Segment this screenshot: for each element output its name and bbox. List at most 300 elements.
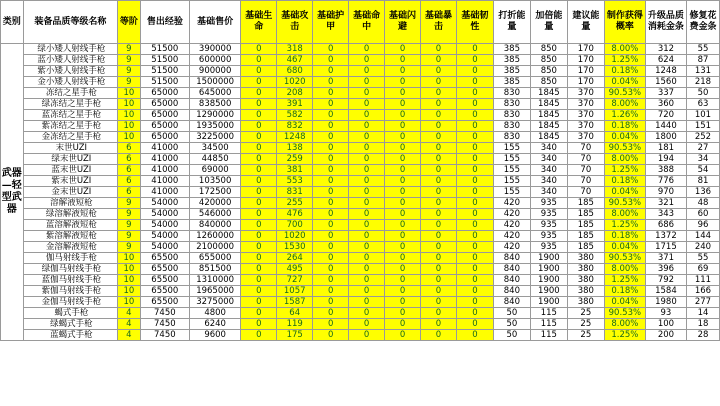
table-cell: 240	[686, 242, 719, 253]
table-cell: 0.18%	[604, 121, 645, 132]
table-cell: 0	[313, 121, 349, 132]
table-cell: 1.25%	[604, 55, 645, 66]
table-cell: 185	[567, 209, 604, 220]
table-cell: 0	[241, 132, 277, 143]
table-cell: 8.00%	[604, 154, 645, 165]
table-cell: 0	[313, 209, 349, 220]
table-cell: 200	[645, 330, 686, 341]
table-cell: 155	[493, 187, 530, 198]
table-cell: 65000	[140, 132, 189, 143]
table-cell: 54000	[140, 242, 189, 253]
table-row	[1, 165, 720, 176]
table-cell: 1900	[530, 297, 567, 308]
table-cell: 0	[241, 220, 277, 231]
table-cell: 0	[241, 176, 277, 187]
table-cell: 0	[241, 44, 277, 55]
table-cell: 312	[645, 44, 686, 55]
table-cell: 末世UZI	[23, 143, 117, 154]
table-cell: 0	[385, 154, 421, 165]
table-cell: 340	[530, 154, 567, 165]
table-cell: 0	[313, 143, 349, 154]
table-cell: 0	[349, 143, 385, 154]
table-row	[1, 88, 720, 99]
table-cell: 1845	[530, 132, 567, 143]
table-cell: 65000	[140, 88, 189, 99]
table-cell: 紫末世UZI	[23, 176, 117, 187]
header-repair-cost: 修复花费金条	[686, 1, 719, 44]
table-cell: 840	[493, 253, 530, 264]
table-cell: 776	[645, 176, 686, 187]
table-cell: 8.00%	[604, 264, 645, 275]
table-cell: 7450	[140, 319, 189, 330]
table-cell: 2100000	[189, 242, 240, 253]
table-cell: 41000	[140, 165, 189, 176]
table-cell: 420	[493, 220, 530, 231]
table-cell: 0	[385, 165, 421, 176]
table-cell: 0	[385, 330, 421, 341]
table-cell: 0	[241, 231, 277, 242]
table-cell: 0	[349, 66, 385, 77]
table-cell: 蝎式手枪	[23, 308, 117, 319]
table-cell: 0	[241, 253, 277, 264]
table-cell: 172500	[189, 187, 240, 198]
table-cell: 54000	[140, 209, 189, 220]
table-cell: 90.53%	[604, 198, 645, 209]
table-cell: 0	[385, 110, 421, 121]
table-cell: 伽马射线手枪	[23, 253, 117, 264]
table-cell: 0	[456, 44, 493, 55]
table-cell: 4	[118, 330, 141, 341]
table-cell: 420	[493, 231, 530, 242]
table-cell: 0	[313, 286, 349, 297]
table-cell: 840	[493, 286, 530, 297]
table-cell: 166	[686, 286, 719, 297]
table-cell: 0	[421, 253, 457, 264]
table-cell: 0	[385, 121, 421, 132]
table-cell: 0	[456, 220, 493, 231]
table-cell: 7450	[140, 308, 189, 319]
table-row	[1, 220, 720, 231]
table-cell: 溶解液短枪	[23, 198, 117, 209]
table-cell: 7450	[140, 330, 189, 341]
table-cell: 0	[313, 297, 349, 308]
table-cell: 0.04%	[604, 242, 645, 253]
table-cell: 0	[385, 88, 421, 99]
table-cell: 850	[530, 44, 567, 55]
table-cell: 218	[686, 77, 719, 88]
table-cell: 6240	[189, 319, 240, 330]
table-row	[1, 253, 720, 264]
table-cell: 51500	[140, 44, 189, 55]
header-upgrade-cost: 升级品质消耗金条	[645, 1, 686, 44]
table-cell: 0	[456, 319, 493, 330]
table-cell: 850	[530, 66, 567, 77]
table-cell: 金小矮人射线手枪	[23, 77, 117, 88]
table-cell: 390000	[189, 44, 240, 55]
table-cell: 0	[456, 88, 493, 99]
table-cell: 830	[493, 121, 530, 132]
table-cell: 87	[686, 55, 719, 66]
table-cell: 1.25%	[604, 165, 645, 176]
table-cell: 0	[421, 231, 457, 242]
table-cell: 0	[313, 319, 349, 330]
table-cell: 600000	[189, 55, 240, 66]
table-cell: 0	[385, 319, 421, 330]
table-cell: 1.25%	[604, 220, 645, 231]
table-cell: 0	[349, 55, 385, 66]
table-cell: 4	[118, 308, 141, 319]
table-cell: 0	[421, 88, 457, 99]
table-cell: 115	[530, 308, 567, 319]
table-cell: 1800	[645, 132, 686, 143]
table-cell: 343	[645, 209, 686, 220]
table-cell: 381	[277, 165, 313, 176]
table-cell: 1900	[530, 286, 567, 297]
table-cell: 0.04%	[604, 77, 645, 88]
table-cell: 6	[118, 187, 141, 198]
table-cell: 0	[456, 176, 493, 187]
table-cell: 6	[118, 176, 141, 187]
table-cell: 0	[456, 66, 493, 77]
table-cell: 0.18%	[604, 286, 645, 297]
table-cell: 0	[385, 44, 421, 55]
table-cell: 25	[567, 308, 604, 319]
table-cell: 0	[313, 132, 349, 143]
table-cell: 337	[645, 88, 686, 99]
table-cell: 0	[421, 77, 457, 88]
table-cell: 420	[493, 209, 530, 220]
table-cell: 1020	[277, 231, 313, 242]
table-cell: 546000	[189, 209, 240, 220]
table-cell: 9	[118, 231, 141, 242]
table-cell: 170	[567, 44, 604, 55]
table-cell: 0	[313, 264, 349, 275]
table-cell: 185	[567, 220, 604, 231]
table-cell: 208	[277, 88, 313, 99]
table-cell: 900000	[189, 66, 240, 77]
table-cell: 65000	[140, 99, 189, 110]
header-crit: 基础暴击	[421, 1, 457, 44]
table-cell: 0	[313, 308, 349, 319]
table-cell: 194	[645, 154, 686, 165]
table-cell: 0	[421, 132, 457, 143]
table-cell: 838500	[189, 99, 240, 110]
table-cell: 0	[385, 55, 421, 66]
table-cell: 832	[277, 121, 313, 132]
table-cell: 70	[567, 176, 604, 187]
table-cell: 370	[567, 88, 604, 99]
table-cell: 3275000	[189, 297, 240, 308]
table-cell: 0	[313, 220, 349, 231]
table-cell: 28	[686, 330, 719, 341]
table-cell: 0	[349, 330, 385, 341]
table-cell: 0	[349, 44, 385, 55]
table-cell: 185	[567, 231, 604, 242]
table-cell: 0	[456, 187, 493, 198]
table-cell: 0	[349, 275, 385, 286]
table-cell: 金伽马射线手枪	[23, 297, 117, 308]
table-cell: 645000	[189, 88, 240, 99]
table-cell: 蓝伽马射线手枪	[23, 275, 117, 286]
table-cell: 0	[421, 165, 457, 176]
table-cell: 720	[645, 110, 686, 121]
table-cell: 金冻结之星手枪	[23, 132, 117, 143]
table-cell: 6	[118, 165, 141, 176]
table-cell: 840000	[189, 220, 240, 231]
table-cell: 51500	[140, 66, 189, 77]
table-cell: 0	[241, 242, 277, 253]
table-cell: 138	[277, 143, 313, 154]
table-cell: 0	[241, 165, 277, 176]
table-cell: 155	[493, 154, 530, 165]
table-cell: 0	[241, 154, 277, 165]
table-cell: 9	[118, 77, 141, 88]
table-cell: 420	[493, 242, 530, 253]
table-cell: 65500	[140, 297, 189, 308]
table-cell: 151	[686, 121, 719, 132]
table-cell: 935	[530, 220, 567, 231]
table-cell: 3225000	[189, 132, 240, 143]
table-cell: 0	[241, 55, 277, 66]
header-hit: 基础命中	[349, 1, 385, 44]
table-cell: 119	[277, 319, 313, 330]
table-cell: 0	[313, 330, 349, 341]
table-cell: 170	[567, 66, 604, 77]
table-cell: 1900	[530, 253, 567, 264]
table-cell: 0	[421, 220, 457, 231]
header-tough: 基础韧性	[456, 1, 493, 44]
table-cell: 25	[567, 319, 604, 330]
table-cell: 391	[277, 99, 313, 110]
table-cell: 0	[241, 99, 277, 110]
table-cell: 55	[686, 253, 719, 264]
table-row	[1, 44, 720, 55]
table-cell: 420	[493, 198, 530, 209]
table-cell: 340	[530, 143, 567, 154]
table-cell: 9	[118, 55, 141, 66]
table-cell: 70	[567, 187, 604, 198]
table-cell: 90.53%	[604, 253, 645, 264]
table-cell: 155	[493, 143, 530, 154]
table-cell: 0	[349, 99, 385, 110]
table-cell: 绿伽马射线手枪	[23, 264, 117, 275]
table-cell: 476	[277, 209, 313, 220]
table-cell: 0	[385, 143, 421, 154]
table-cell: 96	[686, 220, 719, 231]
table-cell: 0	[241, 121, 277, 132]
table-cell: 0	[313, 44, 349, 55]
table-cell: 0	[456, 231, 493, 242]
table-cell: 101	[686, 110, 719, 121]
table-cell: 831	[277, 187, 313, 198]
table-cell: 81	[686, 176, 719, 187]
table-cell: 115	[530, 330, 567, 341]
table-cell: 103500	[189, 176, 240, 187]
table-cell: 0	[241, 297, 277, 308]
table-cell: 18	[686, 319, 719, 330]
table-cell: 70	[567, 165, 604, 176]
table-row	[1, 330, 720, 341]
table-cell: 396	[645, 264, 686, 275]
table-cell: 830	[493, 99, 530, 110]
table-cell: 1248	[645, 66, 686, 77]
table-cell: 50	[493, 308, 530, 319]
table-cell: 6	[118, 143, 141, 154]
header-add-energy: 加倍能量	[530, 1, 567, 44]
table-cell: 371	[645, 253, 686, 264]
table-row	[1, 231, 720, 242]
table-cell: 金末世UZI	[23, 187, 117, 198]
table-cell: 850	[530, 77, 567, 88]
table-cell: 0	[456, 242, 493, 253]
table-cell: 10	[118, 286, 141, 297]
table-cell: 54000	[140, 220, 189, 231]
table-cell: 1900	[530, 264, 567, 275]
table-cell: 0	[421, 110, 457, 121]
table-cell: 385	[493, 44, 530, 55]
table-cell: 0	[456, 110, 493, 121]
table-row	[1, 319, 720, 330]
table-cell: 0	[313, 66, 349, 77]
table-cell: 51500	[140, 77, 189, 88]
table-cell: 0	[385, 286, 421, 297]
table-cell: 1260000	[189, 231, 240, 242]
table-cell: 0	[421, 297, 457, 308]
table-row	[1, 77, 720, 88]
table-cell: 0	[385, 187, 421, 198]
table-cell: 8.00%	[604, 44, 645, 55]
table-cell: 0	[421, 176, 457, 187]
table-cell: 0	[421, 55, 457, 66]
header-row	[1, 1, 720, 44]
table-cell: 10	[118, 264, 141, 275]
table-cell: 0	[349, 209, 385, 220]
table-cell: 277	[686, 297, 719, 308]
table-cell: 380	[567, 264, 604, 275]
table-row	[1, 286, 720, 297]
table-cell: 1845	[530, 110, 567, 121]
table-cell: 1935000	[189, 121, 240, 132]
table-cell: 0	[385, 220, 421, 231]
table-cell: 0	[421, 143, 457, 154]
table-cell: 41000	[140, 176, 189, 187]
table-row	[1, 187, 720, 198]
table-cell: 1290000	[189, 110, 240, 121]
table-cell: 0	[385, 253, 421, 264]
table-cell: 0	[385, 242, 421, 253]
table-cell: 970	[645, 187, 686, 198]
table-cell: 0	[349, 231, 385, 242]
table-cell: 0	[349, 286, 385, 297]
table-cell: 0	[241, 110, 277, 121]
table-cell: 9	[118, 66, 141, 77]
table-cell: 0	[421, 242, 457, 253]
table-cell: 93	[645, 308, 686, 319]
table-cell: 70	[567, 154, 604, 165]
table-cell: 0	[456, 165, 493, 176]
header-break-energy: 打折能量	[493, 1, 530, 44]
table-cell: 0	[456, 143, 493, 154]
table-cell: 0	[349, 88, 385, 99]
header-hp: 基础生命	[241, 1, 277, 44]
table-cell: 385	[493, 66, 530, 77]
table-cell: 0	[313, 231, 349, 242]
table-cell: 0	[456, 154, 493, 165]
table-cell: 0	[349, 297, 385, 308]
table-cell: 155	[493, 165, 530, 176]
table-cell: 370	[567, 99, 604, 110]
table-cell: 51500	[140, 55, 189, 66]
table-cell: 0	[241, 275, 277, 286]
table-cell: 69	[686, 264, 719, 275]
table-cell: 34500	[189, 143, 240, 154]
table-cell: 0	[349, 132, 385, 143]
table-cell: 0	[241, 77, 277, 88]
table-cell: 1560	[645, 77, 686, 88]
table-cell: 54000	[140, 231, 189, 242]
table-body	[1, 44, 720, 341]
table-cell: 44850	[189, 154, 240, 165]
table-cell: 0	[241, 308, 277, 319]
table-cell: 0	[349, 319, 385, 330]
table-cell: 0	[385, 231, 421, 242]
header-category: 类别	[1, 1, 24, 44]
table-cell: 0.18%	[604, 176, 645, 187]
table-cell: 0	[456, 132, 493, 143]
table-cell: 321	[645, 198, 686, 209]
table-cell: 0	[456, 286, 493, 297]
table-cell: 0	[349, 77, 385, 88]
table-cell: 0	[385, 308, 421, 319]
table-cell: 0	[421, 286, 457, 297]
table-cell: 0	[385, 209, 421, 220]
table-cell: 1248	[277, 132, 313, 143]
table-cell: 830	[493, 88, 530, 99]
table-cell: 绿冻结之星手枪	[23, 99, 117, 110]
table-cell: 8.00%	[604, 319, 645, 330]
table-cell: 255	[277, 198, 313, 209]
table-cell: 0	[349, 165, 385, 176]
table-cell: 0	[313, 154, 349, 165]
table-cell: 0	[313, 242, 349, 253]
table-cell: 蓝冻结之星手枪	[23, 110, 117, 121]
table-cell: 蓝末世UZI	[23, 165, 117, 176]
table-cell: 0	[456, 99, 493, 110]
table-cell: 9600	[189, 330, 240, 341]
table-cell: 绿蝎式手枪	[23, 319, 117, 330]
table-cell: 0	[241, 198, 277, 209]
table-cell: 0	[313, 176, 349, 187]
table-cell: 0	[456, 275, 493, 286]
header-craft-rate: 制作获得概率	[604, 1, 645, 44]
table-cell: 0	[241, 187, 277, 198]
table-cell: 1965000	[189, 286, 240, 297]
table-cell: 8.00%	[604, 99, 645, 110]
table-cell: 131	[686, 66, 719, 77]
table-cell: 27	[686, 143, 719, 154]
table-cell: 370	[567, 110, 604, 121]
table-cell: 0	[385, 275, 421, 286]
table-cell: 727	[277, 275, 313, 286]
table-cell: 1980	[645, 297, 686, 308]
table-cell: 0	[421, 275, 457, 286]
table-cell: 0	[349, 253, 385, 264]
table-cell: 0	[241, 209, 277, 220]
table-cell: 0	[385, 99, 421, 110]
table-cell: 紫伽马射线手枪	[23, 286, 117, 297]
table-cell: 0	[313, 253, 349, 264]
table-cell: 553	[277, 176, 313, 187]
